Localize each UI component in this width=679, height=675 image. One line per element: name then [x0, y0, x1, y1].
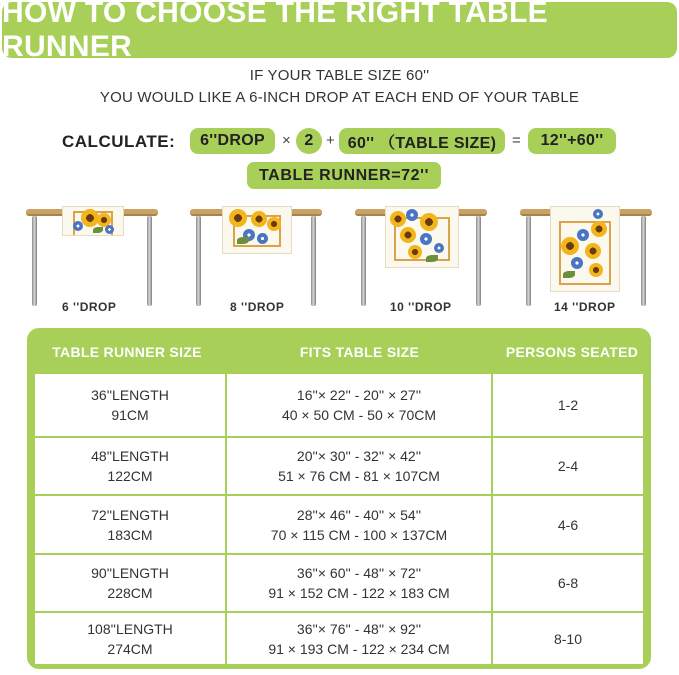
table-cell-persons [493, 555, 643, 611]
table-cell-fits [227, 555, 491, 611]
table-cell-length [35, 438, 225, 494]
result-pill: 12''+60'' [528, 128, 616, 154]
persons-value: 8-10 [553, 630, 583, 647]
table-cell-length [35, 374, 225, 436]
table-runner-image [222, 206, 292, 254]
fit-cm: 91 × 193 CM - 122 × 234 CM [268, 640, 450, 657]
table-cell-fits [227, 438, 491, 494]
table-leg [147, 216, 152, 306]
length-inches: 108''LENGTH [87, 620, 173, 637]
table-cell-length [35, 555, 225, 611]
fit-cm: 91 × 152 CM - 122 × 183 CM [268, 585, 450, 601]
length-inches: 36''LENGTH [91, 387, 169, 403]
table-leg [311, 216, 316, 306]
table-cell-fits [227, 374, 491, 436]
table-cell-persons [493, 438, 643, 494]
table-leg [361, 216, 366, 306]
fit-inches: 28''× 46'' - 40'' × 54'' [296, 506, 422, 523]
calculate-label: CALCULATE: [62, 132, 176, 151]
table-leg [526, 216, 531, 306]
table-leg [476, 216, 481, 306]
multiplier-pill: 2 [296, 128, 322, 154]
times-operator: × [282, 132, 291, 149]
drop-label-10: 10 ''DROP [390, 300, 452, 314]
drop-illustration-8 [190, 206, 322, 306]
fit-inches: 36''× 76'' - 48'' × 92'' [296, 620, 422, 637]
drop-illustration-10 [355, 206, 487, 306]
persons-value: 6-8 [557, 575, 579, 591]
fit-inches: 16''× 22'' - 20'' × 27'' [296, 387, 422, 403]
drop-illustration-14 [520, 206, 652, 306]
drop-pill: 6''DROP [190, 128, 275, 154]
table-leg [32, 216, 37, 306]
table-cell-fits [227, 613, 491, 664]
length-cm: 274CM [107, 640, 153, 657]
drop-label-8: 8 ''DROP [230, 300, 285, 314]
length-inches: 90''LENGTH [91, 565, 169, 581]
table-runner-image [385, 206, 459, 268]
table-cell-fits [227, 496, 491, 553]
table-cell-persons [493, 613, 643, 664]
equals-operator: = [512, 132, 521, 149]
size-chart-table [27, 328, 651, 669]
title-banner [2, 0, 677, 63]
length-cm: 228CM [107, 585, 153, 601]
persons-value: 1-2 [557, 397, 579, 413]
fit-cm: 40 × 50 CM - 50 × 70CM [281, 407, 437, 423]
plus-operator: + [326, 132, 335, 149]
length-inches: 48''LENGTH [91, 448, 169, 464]
drop-label-6: 6 ''DROP [62, 300, 117, 314]
page-title: HOW TO CHOOSE THE RIGHT TABLE RUNNER [2, 0, 548, 63]
header-persons-seated: PERSONS SEATED [505, 344, 639, 360]
table-cell-length [35, 496, 225, 553]
fit-cm: 51 × 76 CM - 81 × 107CM [278, 468, 440, 484]
table-leg [641, 216, 646, 306]
length-inches: 72''LENGTH [91, 506, 169, 523]
table-size-pill: 60'' （TABLE SIZE) [339, 128, 505, 154]
persons-value: 4-6 [557, 516, 579, 533]
length-cm: 122CM [107, 468, 153, 484]
table-runner-image [550, 206, 620, 292]
fit-cm: 70 × 115 CM - 100 × 137CM [270, 526, 448, 543]
table-leg [196, 216, 201, 306]
intro-line-1: IF YOUR TABLE SIZE 60'' [249, 67, 430, 84]
drop-illustration-6 [26, 206, 158, 306]
fit-inches: 36''× 60'' - 48'' × 72'' [296, 565, 422, 581]
drop-label-14: 14 ''DROP [554, 300, 616, 314]
table-cell-length [35, 613, 225, 664]
header-table-runner-size: TABLE RUNNER SIZE [52, 344, 202, 360]
fit-inches: 20''× 30'' - 32'' × 42'' [296, 448, 422, 464]
length-cm: 91CM [111, 407, 149, 423]
length-cm: 183CM [107, 526, 153, 543]
header-fits-table-size: FITS TABLE SIZE [299, 344, 420, 360]
table-cell-persons [493, 374, 643, 436]
table-runner-result: TABLE RUNNER=72'' [247, 162, 441, 189]
table-runner-image [62, 206, 124, 236]
intro-line-2: YOU WOULD LIKE A 6-INCH DROP AT EACH END OF YOUR TABLE [99, 89, 580, 106]
calculation-row [0, 128, 679, 156]
persons-value: 2-4 [557, 458, 579, 474]
table-cell-persons [493, 496, 643, 553]
